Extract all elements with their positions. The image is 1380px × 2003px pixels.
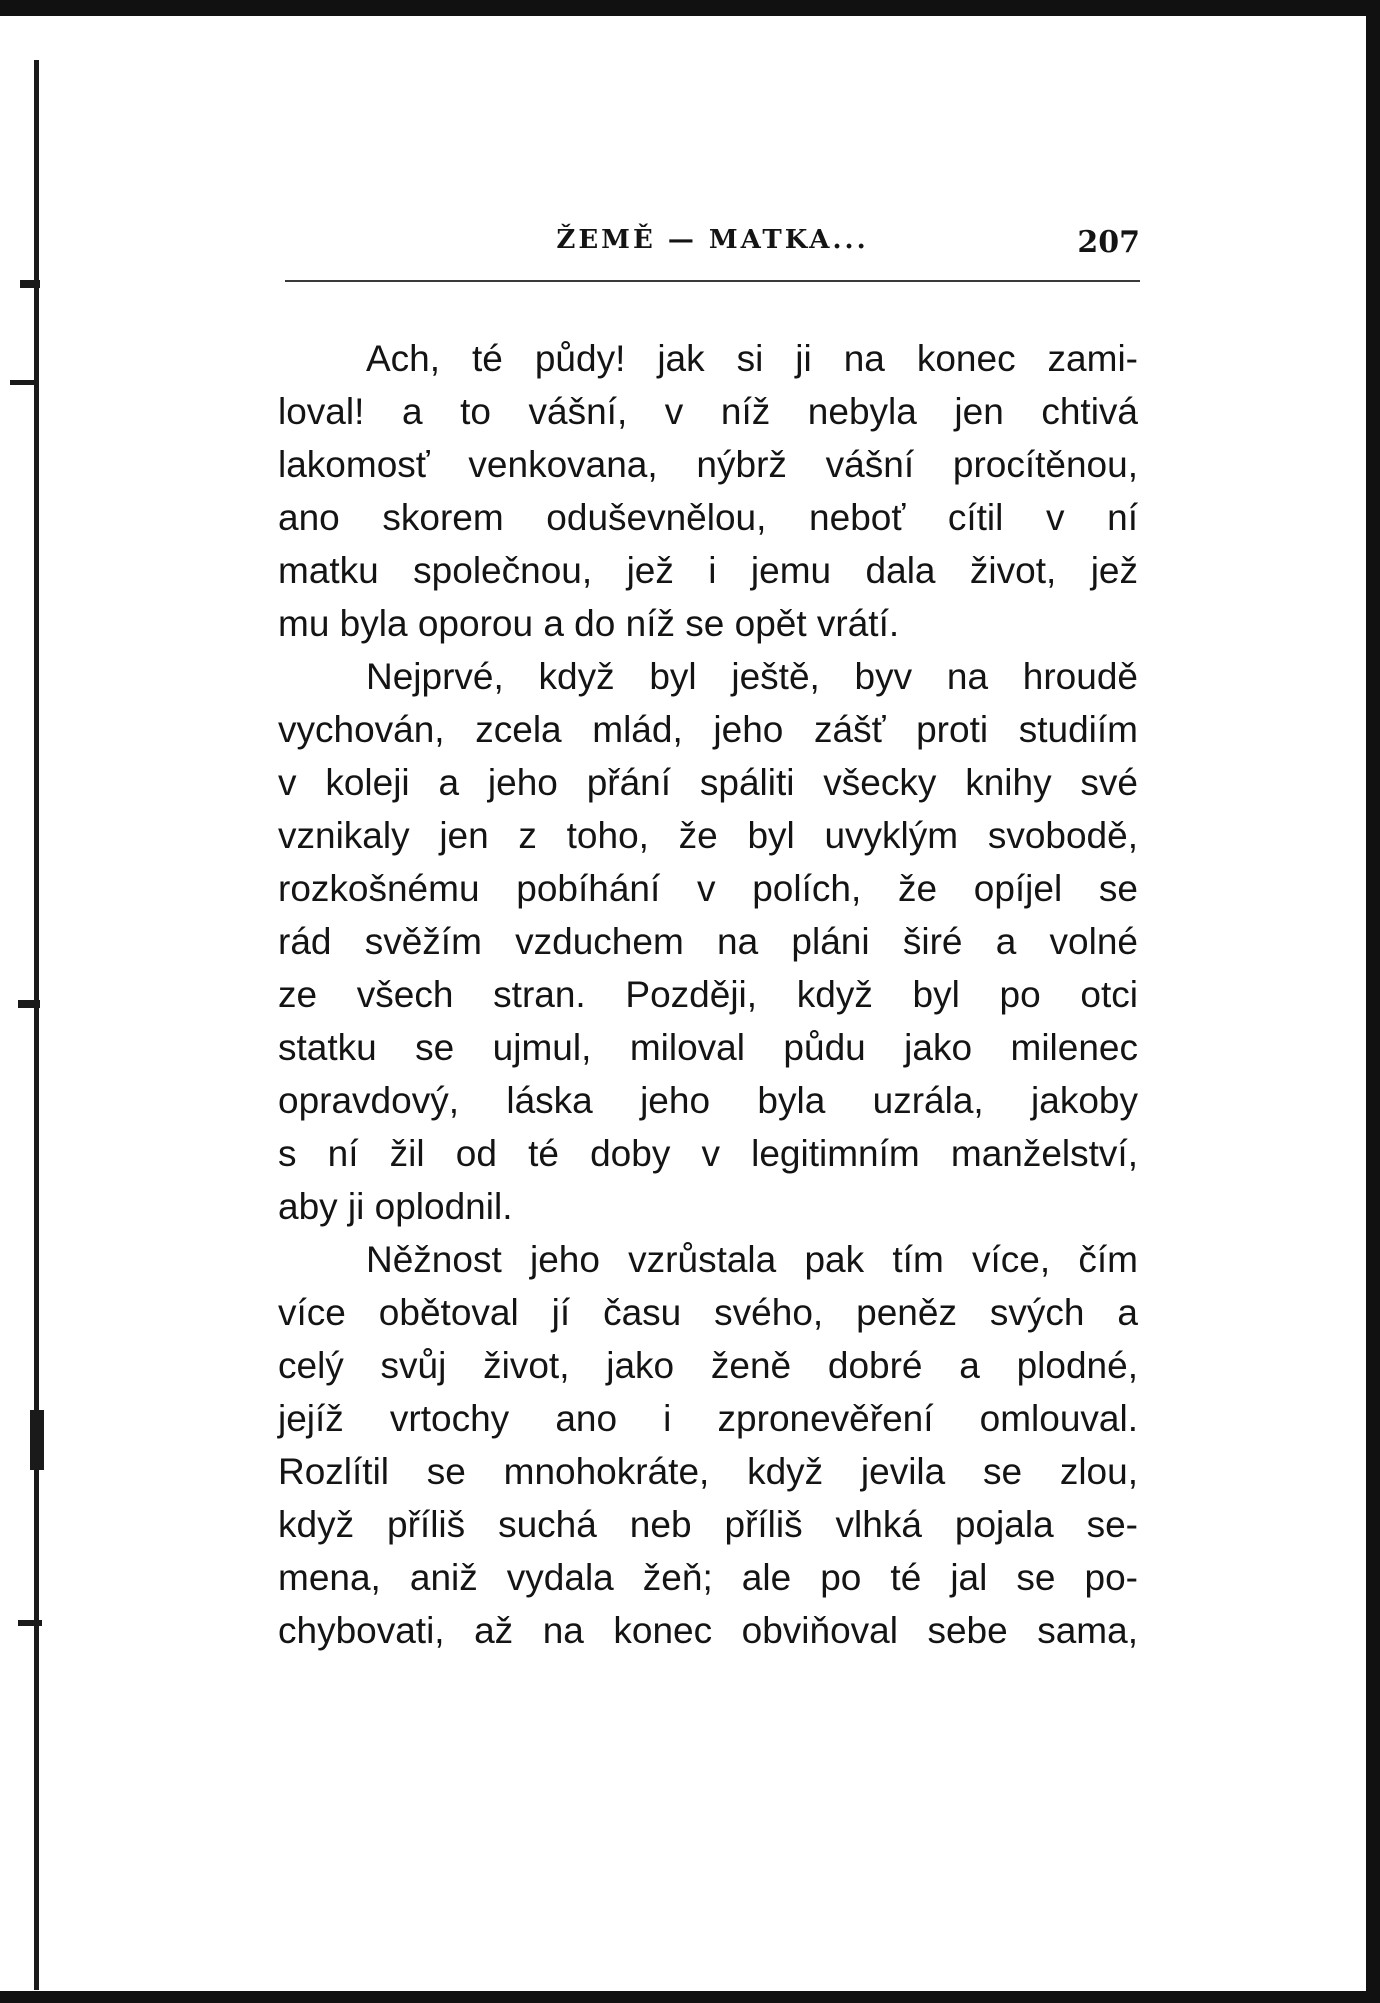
body-text: [278, 332, 1138, 1657]
text-line: mu byla oporou a do níž se opět vrátí.: [278, 603, 900, 644]
text-line: jejíž vrtochy ano i zpronevěření omlouval.: [278, 1398, 1138, 1439]
text-line: aby ji oplodnil.: [278, 1186, 513, 1227]
header-rule: [285, 280, 1140, 282]
text-line: více obětoval jí času svého, peněz svých a: [278, 1292, 1138, 1333]
text-line: opravdový, láska jeho byla uzrála, jakoby: [278, 1080, 1138, 1121]
text-line: Rozlítil se mnohokráte, když jevila se zlou,: [278, 1451, 1138, 1492]
text-line: vznikaly jen z toho, že byl uvyklým svobodě,: [278, 815, 1138, 856]
text-line: lakomosť venkovana, nýbrž vášní procítěnou,: [278, 444, 1138, 485]
text-line: ze všech stran. Později, když byl po otci: [278, 974, 1138, 1015]
text-line: vychován, zcela mlád, jeho zášť proti studiím: [278, 709, 1138, 750]
text-line: Nejprvé, když byl ještě, byv na hroudě: [366, 656, 1138, 697]
text-line: Ach, té půdy! jak si ji na konec zami-: [366, 338, 1138, 379]
text-line: mena, aniž vydala žeň; ale po té jal se po-: [278, 1557, 1138, 1598]
text-line: v koleji a jeho přání spáliti všecky knihy své: [278, 762, 1138, 803]
page-header: [285, 225, 1140, 275]
text-line: ano skorem oduševnělou, neboť cítil v ní: [278, 497, 1138, 538]
page-number: 207: [1077, 225, 1140, 260]
text-line: chybovati, až na konec obviňoval sebe sama,: [278, 1610, 1138, 1651]
text-line: když příliš suchá neb příliš vlhká pojala se-: [278, 1504, 1138, 1545]
text-line: rád svěžím vzduchem na pláni širé a volné: [278, 921, 1138, 962]
text-line: loval! a to vášní, v níž nebyla jen chtivá: [278, 391, 1138, 432]
text-line: statku se ujmul, miloval půdu jako milenec: [278, 1027, 1138, 1068]
text-line: s ní žil od té doby v legitimním manželství,: [278, 1133, 1138, 1174]
text-line: matku společnou, jež i jemu dala život, jež: [278, 550, 1138, 591]
text-line: rozkošnému pobíhání v polích, že opíjel se: [278, 868, 1138, 909]
running-title: ŽEMĚ — MATKA...: [556, 225, 869, 255]
text-line: Něžnost jeho vzrůstala pak tím více, čím: [366, 1239, 1138, 1280]
text-line: celý svůj život, jako ženě dobré a plodné,: [278, 1345, 1138, 1386]
